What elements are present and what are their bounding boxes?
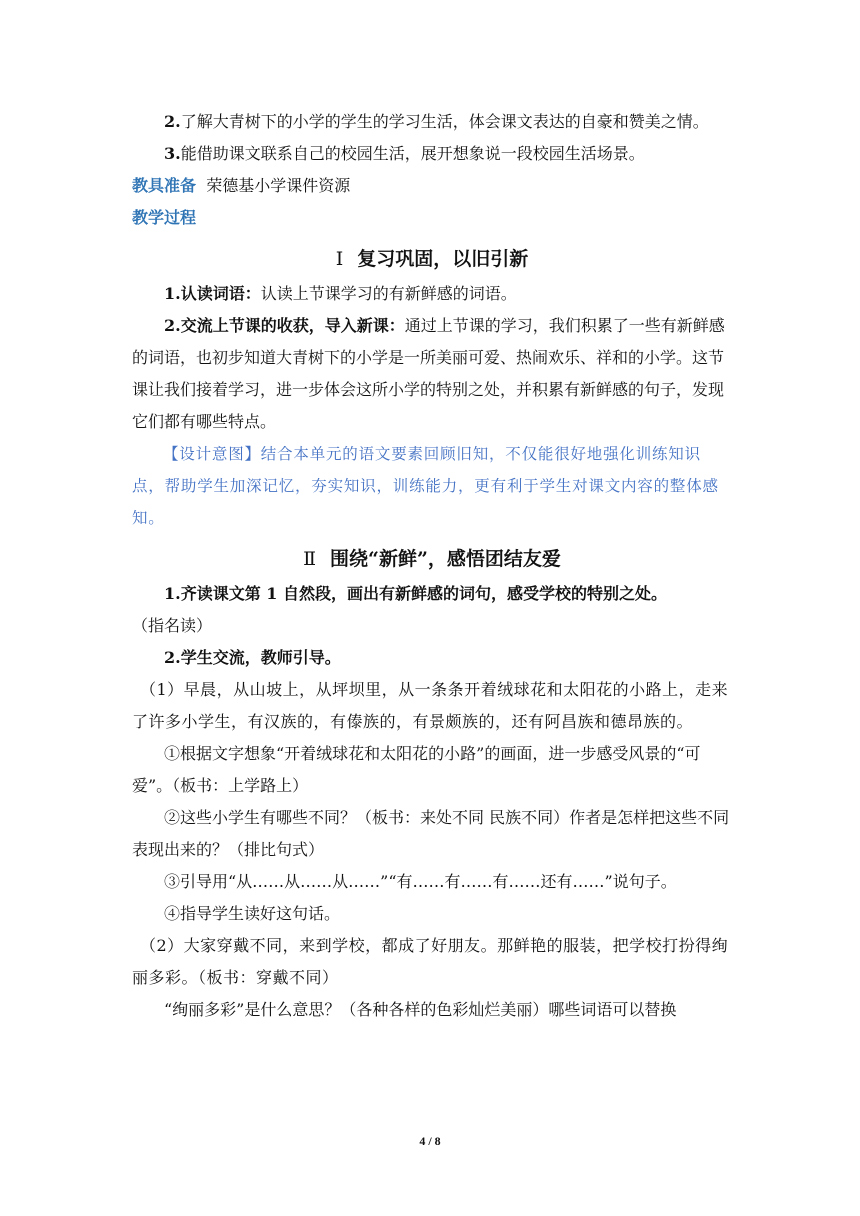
page-content bbox=[132, 106, 732, 1026]
section-1-title: 复习巩固，以旧引新 bbox=[357, 248, 529, 270]
section-1-step-2-label: 2.交流上节课的收获，导入新课： bbox=[164, 316, 405, 335]
teaching-prep-label: 教具准备 bbox=[132, 176, 197, 195]
objective-2-number: 2. bbox=[164, 112, 181, 131]
objective-3-number: 3. bbox=[164, 144, 181, 163]
objective-3 bbox=[132, 138, 732, 170]
page-number: 4 / 8 bbox=[419, 1134, 441, 1148]
section-1-step-2 bbox=[132, 310, 732, 438]
section-1-step-1-text: 认读上节课学习的有新鲜感的词语。 bbox=[260, 284, 517, 303]
section-1-numeral: Ⅰ bbox=[335, 248, 344, 270]
section-1-step-1-label: 1.认读词语： bbox=[164, 284, 261, 303]
section-2-heading bbox=[132, 540, 732, 578]
teaching-process-label bbox=[132, 202, 732, 234]
teaching-prep bbox=[132, 170, 732, 202]
guidance-3: ③引导用“从……从……从……”“有……有……有……还有……”说句子。 bbox=[164, 872, 677, 891]
section-2-step-1 bbox=[132, 578, 732, 642]
teaching-process-label-text: 教学过程 bbox=[132, 208, 197, 227]
guidance-4: ④指导学生读好这句话。 bbox=[164, 904, 341, 923]
section-2-step-1-text: 1.齐读课文第 1 自然段，画出有新鲜感的词句，感受学校的特别之处。 bbox=[164, 584, 667, 603]
sub-item-2: （2）大家穿戴不同，来到学校，都成了好朋友。那鲜艳的服装，把学校打扮得绚丽多彩。（板书：穿戴不同） bbox=[132, 936, 729, 987]
section-1-heading bbox=[132, 240, 732, 278]
section-1-step-1 bbox=[132, 278, 732, 310]
question-paragraph: “绚丽多彩”是什么意思？（各种各样的色彩灿烂美丽）哪些词语可以替换 bbox=[164, 1000, 677, 1019]
section-2-numeral: Ⅱ bbox=[303, 548, 317, 570]
section-2-title: 围绕“新鲜”，感悟团结友爱 bbox=[330, 548, 561, 570]
section-1-step-2-text: 通过上节课的学习，我们积累了一些有新鲜感的词语，也初步知道大青树下的小学是一所美丽可爱、热闹欢乐、祥和的小学。这节课让我们接着学习，进一步体会这所小学的特别之处，并积累有新鲜感的句子，发现它们都有哪些特点。 bbox=[132, 316, 725, 431]
sub-item-1: （1）早晨，从山坡上，从坪坝里，从一条条开着绒球花和太阳花的小路上，走来了许多小学生，有汉族的，有傣族的，有景颇族的，还有阿昌族和德昂族的。 bbox=[132, 680, 729, 731]
guidance-1: ①根据文字想象“开着绒球花和太阳花的小路”的画面，进一步感受风景的“可爱”。（板书：上学路上） bbox=[132, 744, 701, 795]
objective-2-text: 了解大青树下的小学的学生的学习生活，体会课文表达的自豪和赞美之情。 bbox=[180, 112, 709, 131]
objective-3-text: 能借助课文联系自己的校园生活，展开想象说一段校园生活场景。 bbox=[180, 144, 645, 163]
section-2-step-2: 2.学生交流，教师引导。 bbox=[164, 648, 341, 667]
teaching-prep-text: 荣德基小学课件资源 bbox=[206, 176, 351, 195]
design-intent-note: 【设计意图】结合本单元的语文要素回顾旧知，不仅能很好地强化训练知识点，帮助学生加深记忆，夯实知识，训练能力，更有利于学生对课文内容的整体感知。 bbox=[132, 445, 719, 527]
section-2-step-1-tail: （指名读） bbox=[132, 616, 213, 635]
objective-2 bbox=[132, 106, 732, 138]
guidance-2: ②这些小学生有哪些不同？（板书：来处不同 民族不同）作者是怎样把这些不同表现出来的？（排比句式） bbox=[132, 808, 730, 859]
